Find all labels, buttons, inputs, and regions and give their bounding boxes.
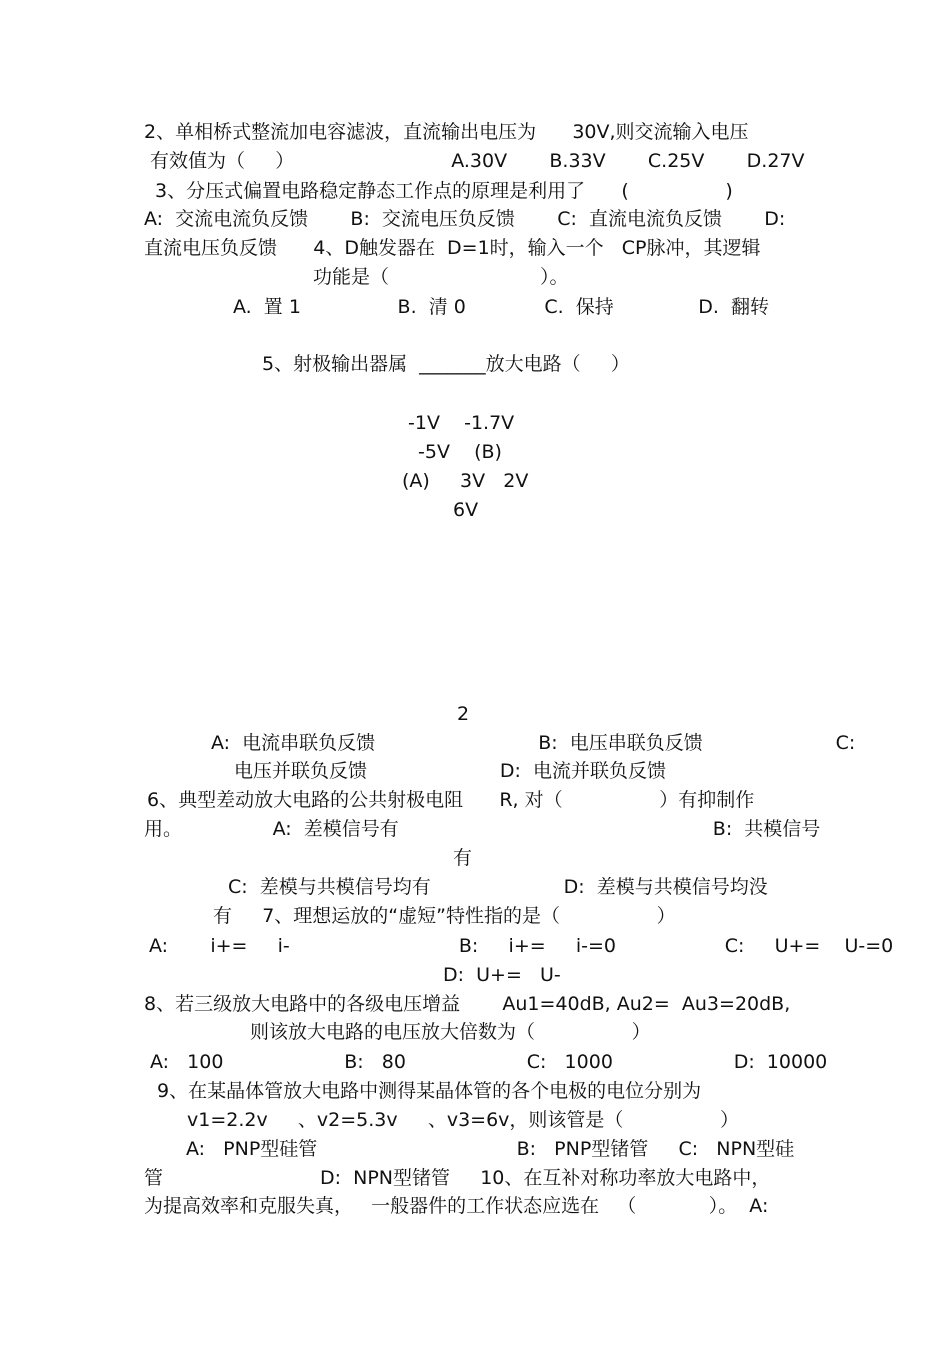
q9-line-2: v1=2.2v 、v2=5.3v 、v3=6v，则该管是（ ） [187,1109,740,1131]
q9-options-1: A: PNP型硅管 B: PNP型锗管 C: NPN型硅 [186,1138,795,1160]
q5-line-1: 5、射极输出器属 _______放大电路（ ） [262,353,630,375]
q8-options: A: 100 B: 80 C: 1000 D: 10000 [150,1051,828,1073]
q7-line-1: 有 7、理想运放的“虚短”特性指的是（ ） [213,905,676,927]
q6-options-2: C: 差模与共模信号均有 D: 差模与共模信号均没 [228,876,768,898]
q7-options-2: D: U+= U- [443,964,561,986]
q7-options-1: A: i+= i- B: i+= i-=0 C: U+= U-=0 [149,935,894,957]
q6-line-3: 有 [453,847,473,869]
q5-figure-label-2: -5V (B) [418,441,502,463]
q5-figure-label-3: (A) 3V 2V [402,470,529,492]
q9-line-1: 9、在某晶体管放大电路中测得某晶体管的各个电极的电位分别为 [157,1080,702,1102]
q6-line-1: 6、典型差动放大电路的公共射极电阻 R, 对（ ）有抑制作 [147,789,755,811]
q8-line-2: 则该放大电路的电压放大倍数为（ ） [250,1021,651,1043]
q5-options-1: A: 电流串联负反馈 B: 电压串联负反馈 C: [211,732,856,754]
q2-line-2: 有效值为（ ） A.30V B.33V C.25V D.27V [150,150,805,172]
q5-figure-label-1: -1V -1.7V [408,412,515,434]
q10-line-2: 为提高效率和克服失真， 一般器件的工作状态应选在 （ ）。 A: [144,1195,769,1217]
q4-line-2: 功能是（ ）。 [313,266,569,288]
q5-figure-label-4: 6V [453,499,479,521]
page-number: 2 [457,703,470,725]
q4-options: A. 置 1 B. 清 0 C. 保持 D. 翻转 [233,296,770,318]
q5-options-2: 电压并联负反馈 D: 电流并联负反馈 [234,760,666,782]
q3-options: A: 交流电流负反馈 B: 交流电压负反馈 C: 直流电流负反馈 D: [144,208,786,230]
q3-q4-line: 直流电压负反馈 4、D触发器在 D=1时，输入一个 CP脉冲，其逻辑 [144,237,761,259]
q6-line-2: 用。 A: 差模信号有 B: 共模信号 [144,818,821,840]
q2-line-1: 2、单相桥式整流加电容滤波，直流输出电压为 30V,则交流输入电压 [144,121,749,143]
q3-line-1: 3、分压式偏置电路稳定静态工作点的原理是利用了 ( ) [155,180,733,202]
q8-line-1: 8、若三级放大电路中的各级电压增益 Au1=40dB, Au2= Au3=20dB, [144,993,791,1015]
q9-q10-line: 管 D: NPN型锗管 10、在互补对称功率放大电路中， [144,1167,771,1189]
